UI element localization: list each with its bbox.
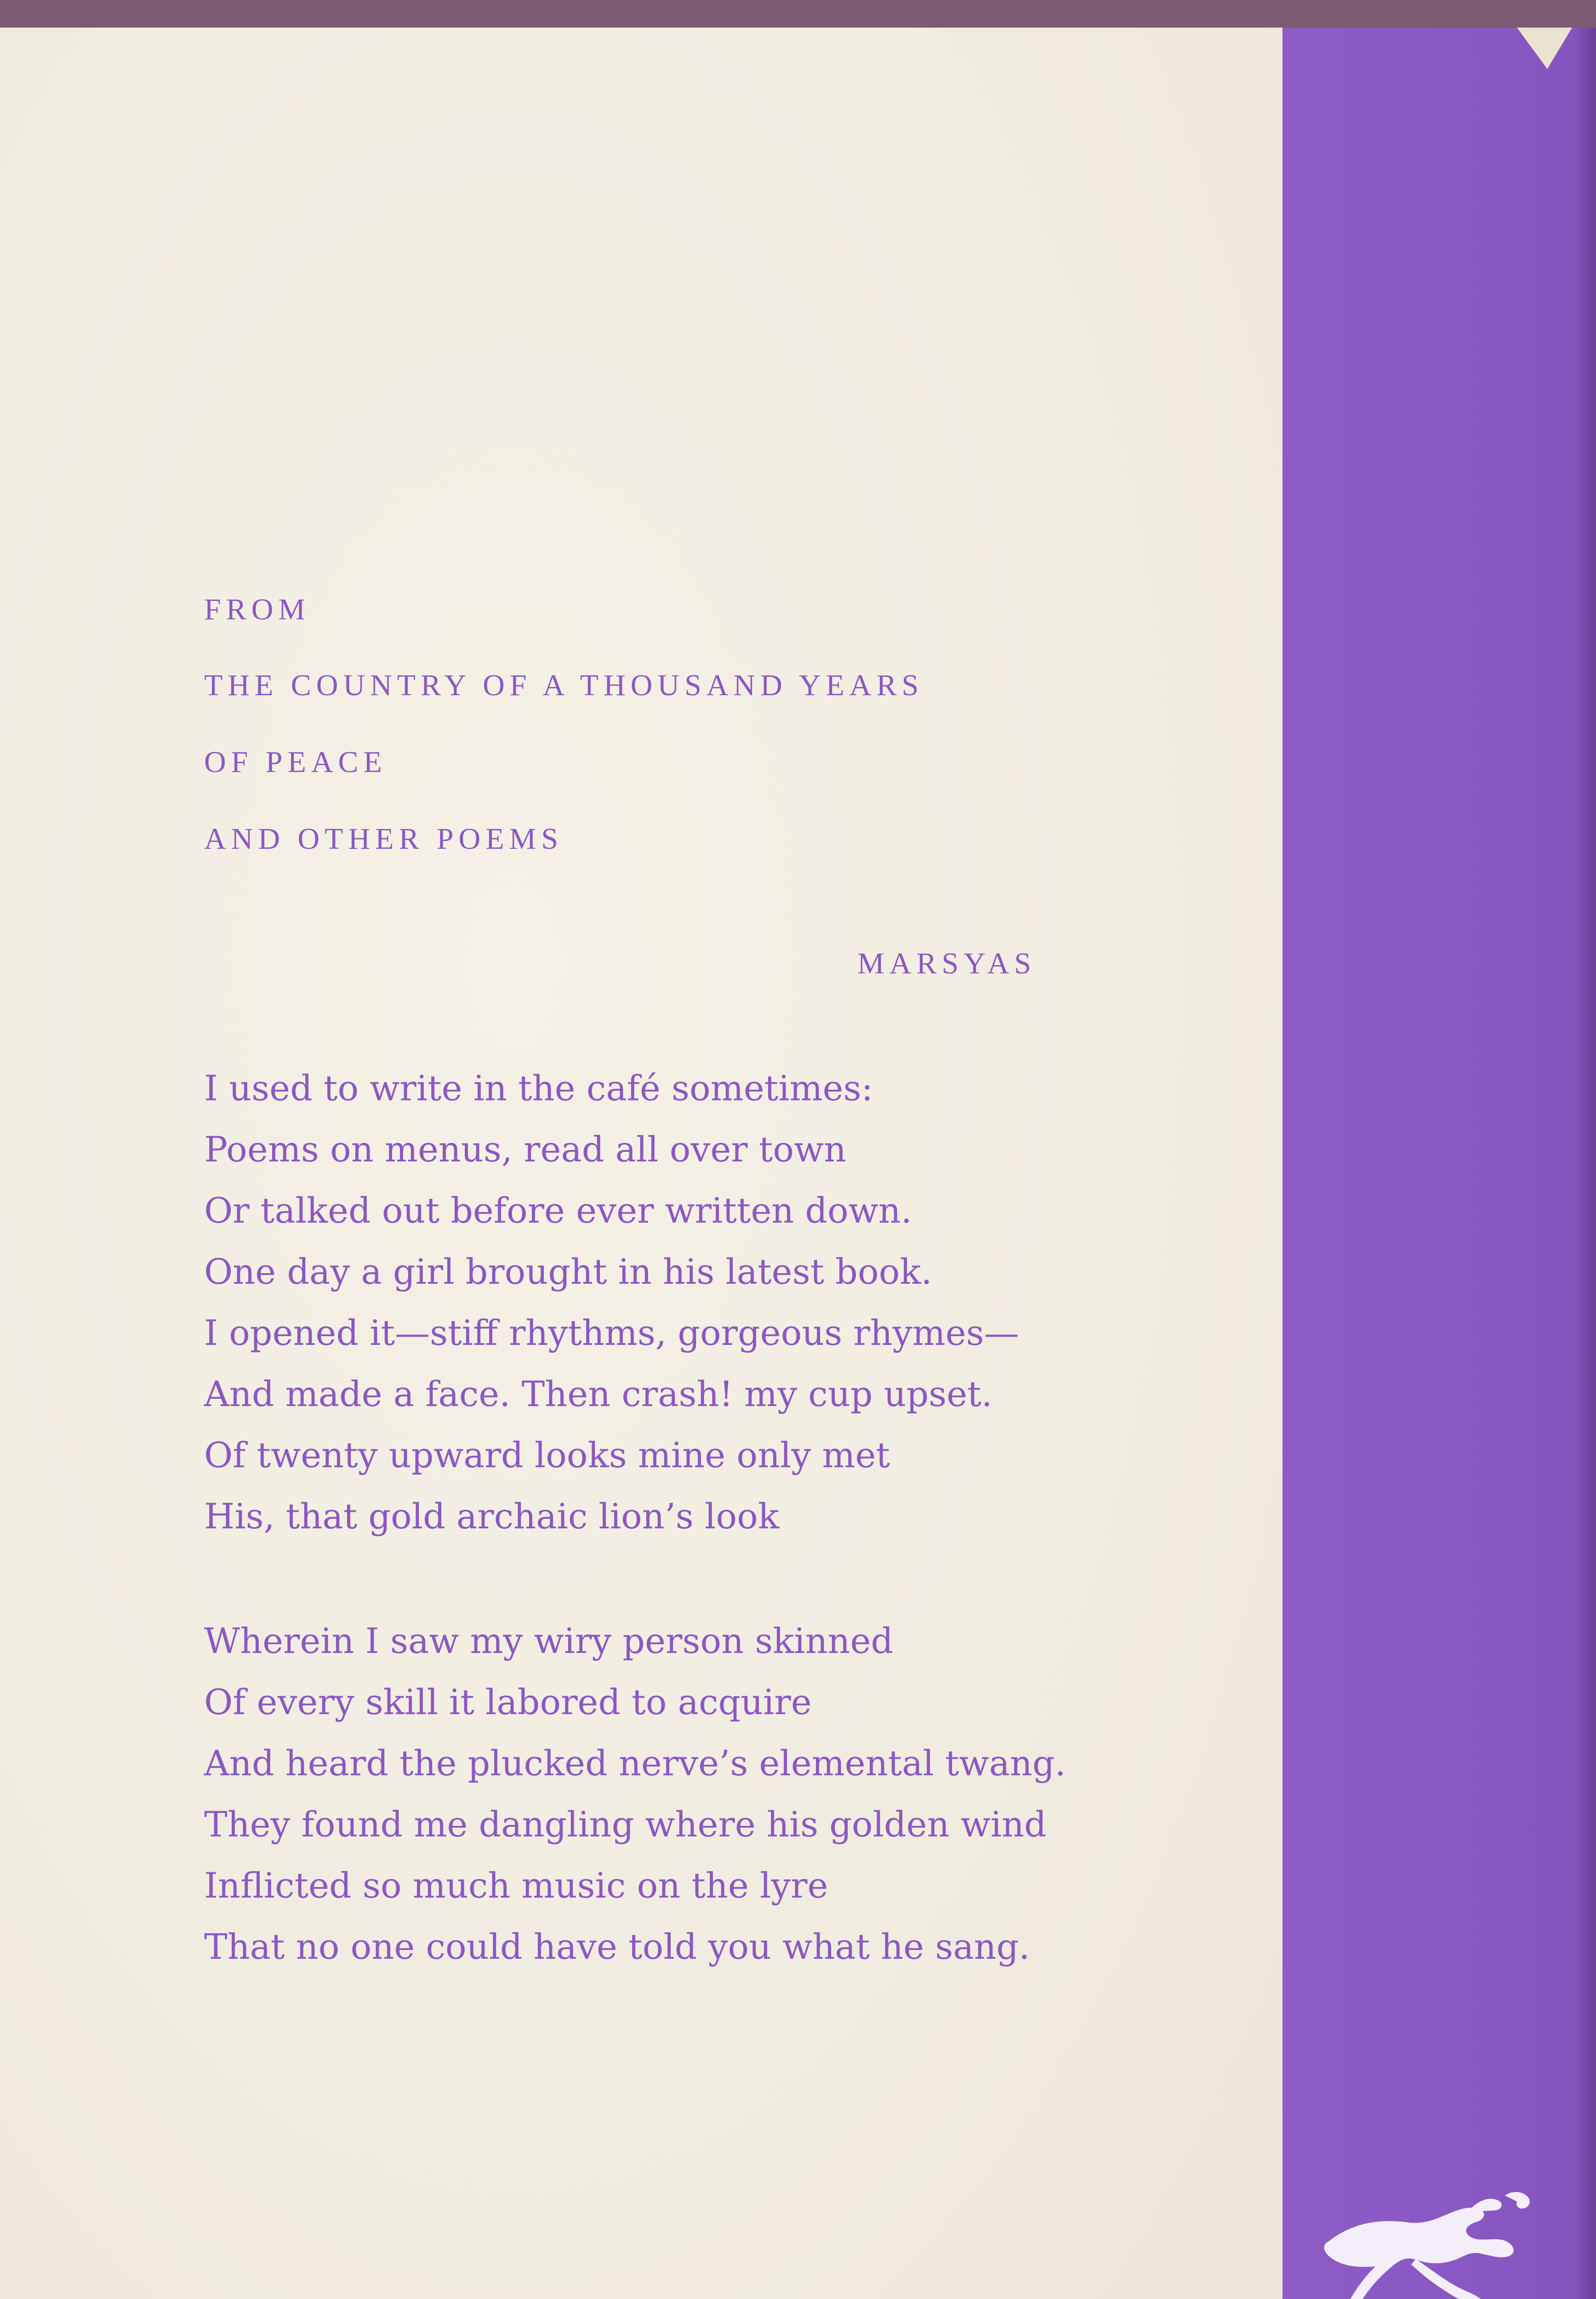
stanza-2 [204, 1610, 1066, 1977]
poem-line: That no one could have told you what he sang. [204, 1926, 1030, 1967]
poem-line: Of twenty upward looks mine only met [204, 1435, 890, 1475]
poem-line: They found me dangling where his golden wind [204, 1804, 1047, 1845]
poem-line: Of every skill it labored to acquire [204, 1681, 812, 1722]
title-line-1: FROM [204, 593, 311, 626]
poem-line: I opened it—stiff rhythms, gorgeous rhymes— [204, 1312, 1019, 1353]
poem-line: Poems on menus, read all over town [204, 1129, 847, 1170]
title-line-2: THE COUNTRY OF A THOUSAND YEARS [204, 669, 924, 702]
band-shadow [1573, 28, 1596, 2299]
poem-line: His, that gold archaic lion’s look [204, 1496, 779, 1537]
poem-line: Or talked out before ever written down. [204, 1190, 912, 1231]
poem-line: Inflicted so much music on the lyre [204, 1865, 828, 1906]
leaping-horse-icon [1319, 2186, 1540, 2299]
top-edge [0, 0, 1596, 28]
stanza-1 [204, 1058, 1019, 1547]
poem-line: One day a girl brought in his latest book. [204, 1251, 932, 1292]
title-line-3: OF PEACE [204, 745, 387, 779]
poem-line: And heard the plucked nerve’s elemental twang. [204, 1743, 1066, 1784]
title-line-4: AND OTHER POEMS [204, 822, 564, 856]
poem-line: I used to write in the café sometimes: [204, 1068, 873, 1109]
purple-band [1282, 28, 1596, 2299]
poem-title: MARSYAS [857, 947, 1036, 980]
poem-line: Wherein I saw my wiry person skinned [204, 1620, 894, 1661]
poem-line: And made a face. Then crash! my cup upset. [204, 1373, 992, 1414]
